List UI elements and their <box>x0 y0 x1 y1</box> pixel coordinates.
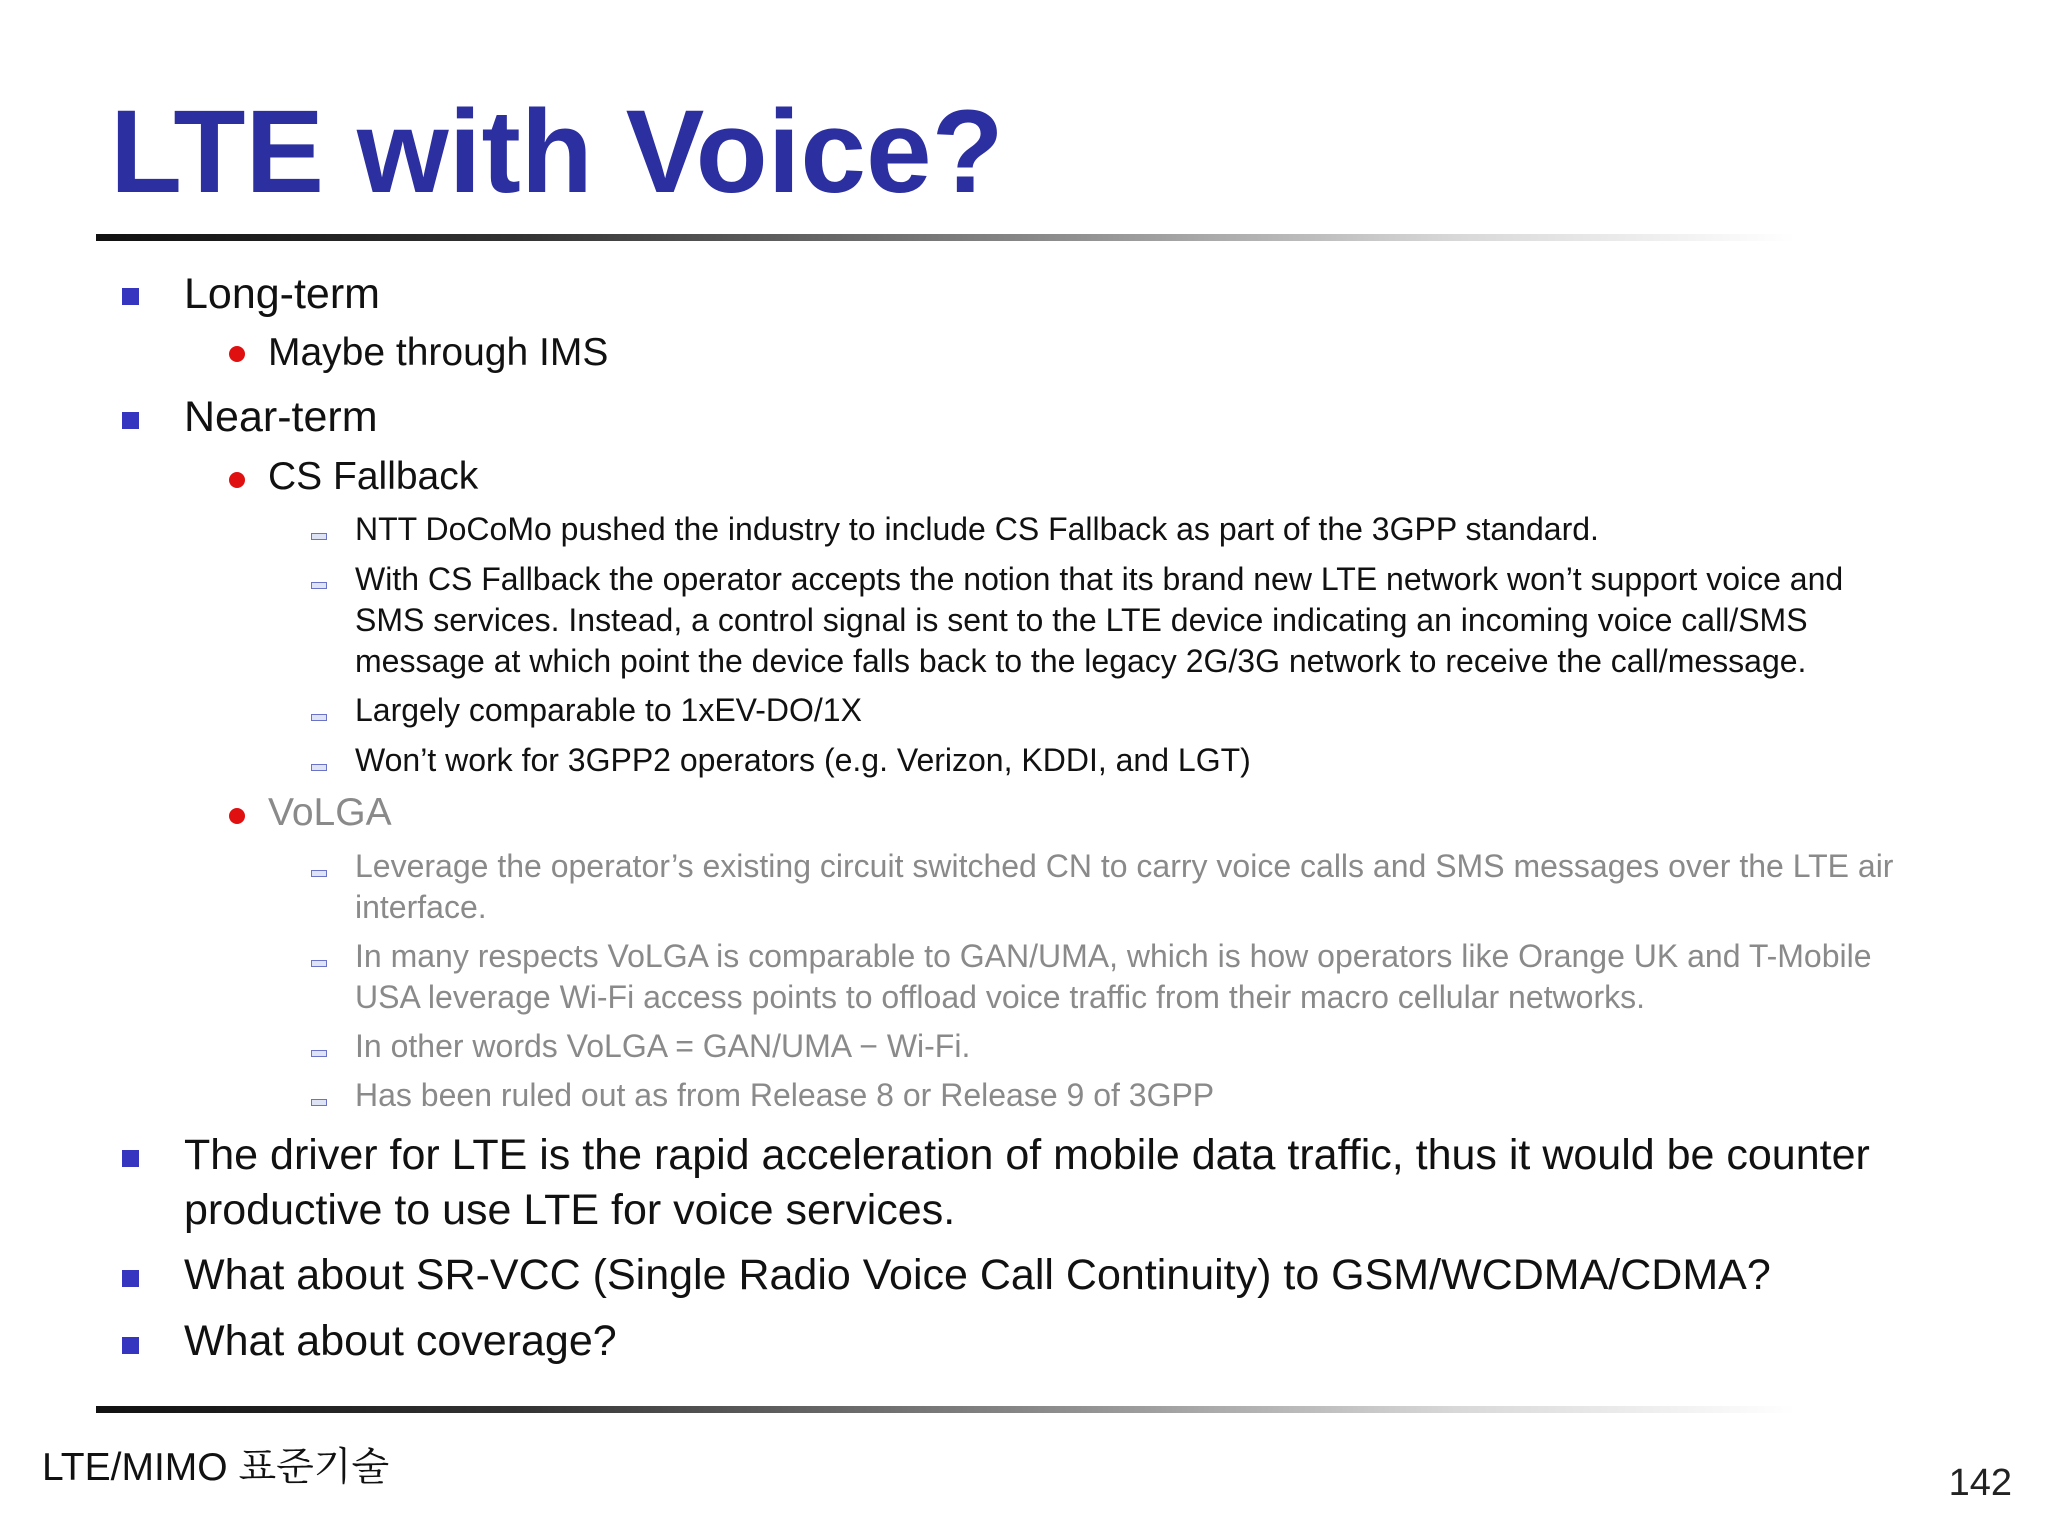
sub-bullet-volga-2-line-1: In many respects VoLGA is comparable to GAN/UMA, which is how operators like Orange UK and T-Mobile <box>355 938 1872 974</box>
small-rect-bullet-icon <box>311 1050 327 1057</box>
square-bullet-icon <box>122 412 139 429</box>
bullet-long-term: Long-term <box>184 270 380 318</box>
round-bullet-icon <box>229 346 245 362</box>
small-rect-bullet-icon <box>311 714 327 721</box>
round-bullet-icon <box>229 808 245 824</box>
small-rect-bullet-icon <box>311 960 327 967</box>
sub-bullet-volga-4: Has been ruled out as from Release 8 or Release 9 of 3GPP <box>355 1077 1215 1113</box>
sub-bullet-cs-2-line-1: With CS Fallback the operator accepts the notion that its brand new LTE network won’t support voice and <box>355 561 1844 597</box>
square-bullet-icon <box>122 288 139 305</box>
bullet-volga: VoLGA <box>268 791 392 834</box>
sub-bullet-cs-2-line-3: message at which point the device falls back to the legacy 2G/3G network to receive the call/message. <box>355 643 1807 679</box>
bullet-srvcc: What about SR-VCC (Single Radio Voice Call Continuity) to GSM/WCDMA/CDMA? <box>184 1251 1771 1299</box>
sub-bullet-volga-3: In other words VoLGA = GAN/UMA − Wi-Fi. <box>355 1028 971 1064</box>
sub-bullet-volga-2-line-2: USA leverage Wi-Fi access points to offload voice traffic from their macro cellular networks. <box>355 979 1645 1015</box>
page-number: 142 <box>1948 1462 2012 1504</box>
sub-bullet-volga-1-line-2: interface. <box>355 889 487 925</box>
square-bullet-icon <box>122 1337 139 1354</box>
bullet-driver-line-1: The driver for LTE is the rapid acceleration of mobile data traffic, thus it would be counter <box>184 1131 1870 1179</box>
square-bullet-icon <box>122 1150 139 1167</box>
sub-bullet-volga-1-line-1: Leverage the operator’s existing circuit switched CN to carry voice calls and SMS messages over the LTE air <box>355 848 1894 884</box>
slide-title: LTE with Voice? <box>110 86 1004 218</box>
small-rect-bullet-icon <box>311 870 327 877</box>
round-bullet-icon <box>229 472 245 488</box>
bullet-cs-fallback: CS Fallback <box>268 455 479 498</box>
small-rect-bullet-icon <box>311 1099 327 1106</box>
small-rect-bullet-icon <box>311 582 327 589</box>
square-bullet-icon <box>122 1270 139 1287</box>
footer-divider <box>96 1406 1796 1413</box>
bullet-driver-line-2: productive to use LTE for voice services. <box>184 1186 956 1234</box>
footer-title: LTE/MIMO 표준기술 <box>42 1446 390 1489</box>
bullet-near-term: Near-term <box>184 393 378 441</box>
sub-bullet-cs-4: Won’t work for 3GPP2 operators (e.g. Verizon, KDDI, and LGT) <box>355 742 1251 778</box>
bullet-coverage: What about coverage? <box>184 1317 617 1365</box>
sub-bullet-cs-1: NTT DoCoMo pushed the industry to include CS Fallback as part of the 3GPP standard. <box>355 511 1599 547</box>
bullet-maybe-ims: Maybe through IMS <box>268 331 609 374</box>
sub-bullet-cs-3: Largely comparable to 1xEV-DO/1X <box>355 692 862 728</box>
sub-bullet-cs-2-line-2: SMS services. Instead, a control signal is sent to the LTE device indicating an incoming voice call/SMS <box>355 602 1808 638</box>
small-rect-bullet-icon <box>311 764 327 771</box>
small-rect-bullet-icon <box>311 533 327 540</box>
